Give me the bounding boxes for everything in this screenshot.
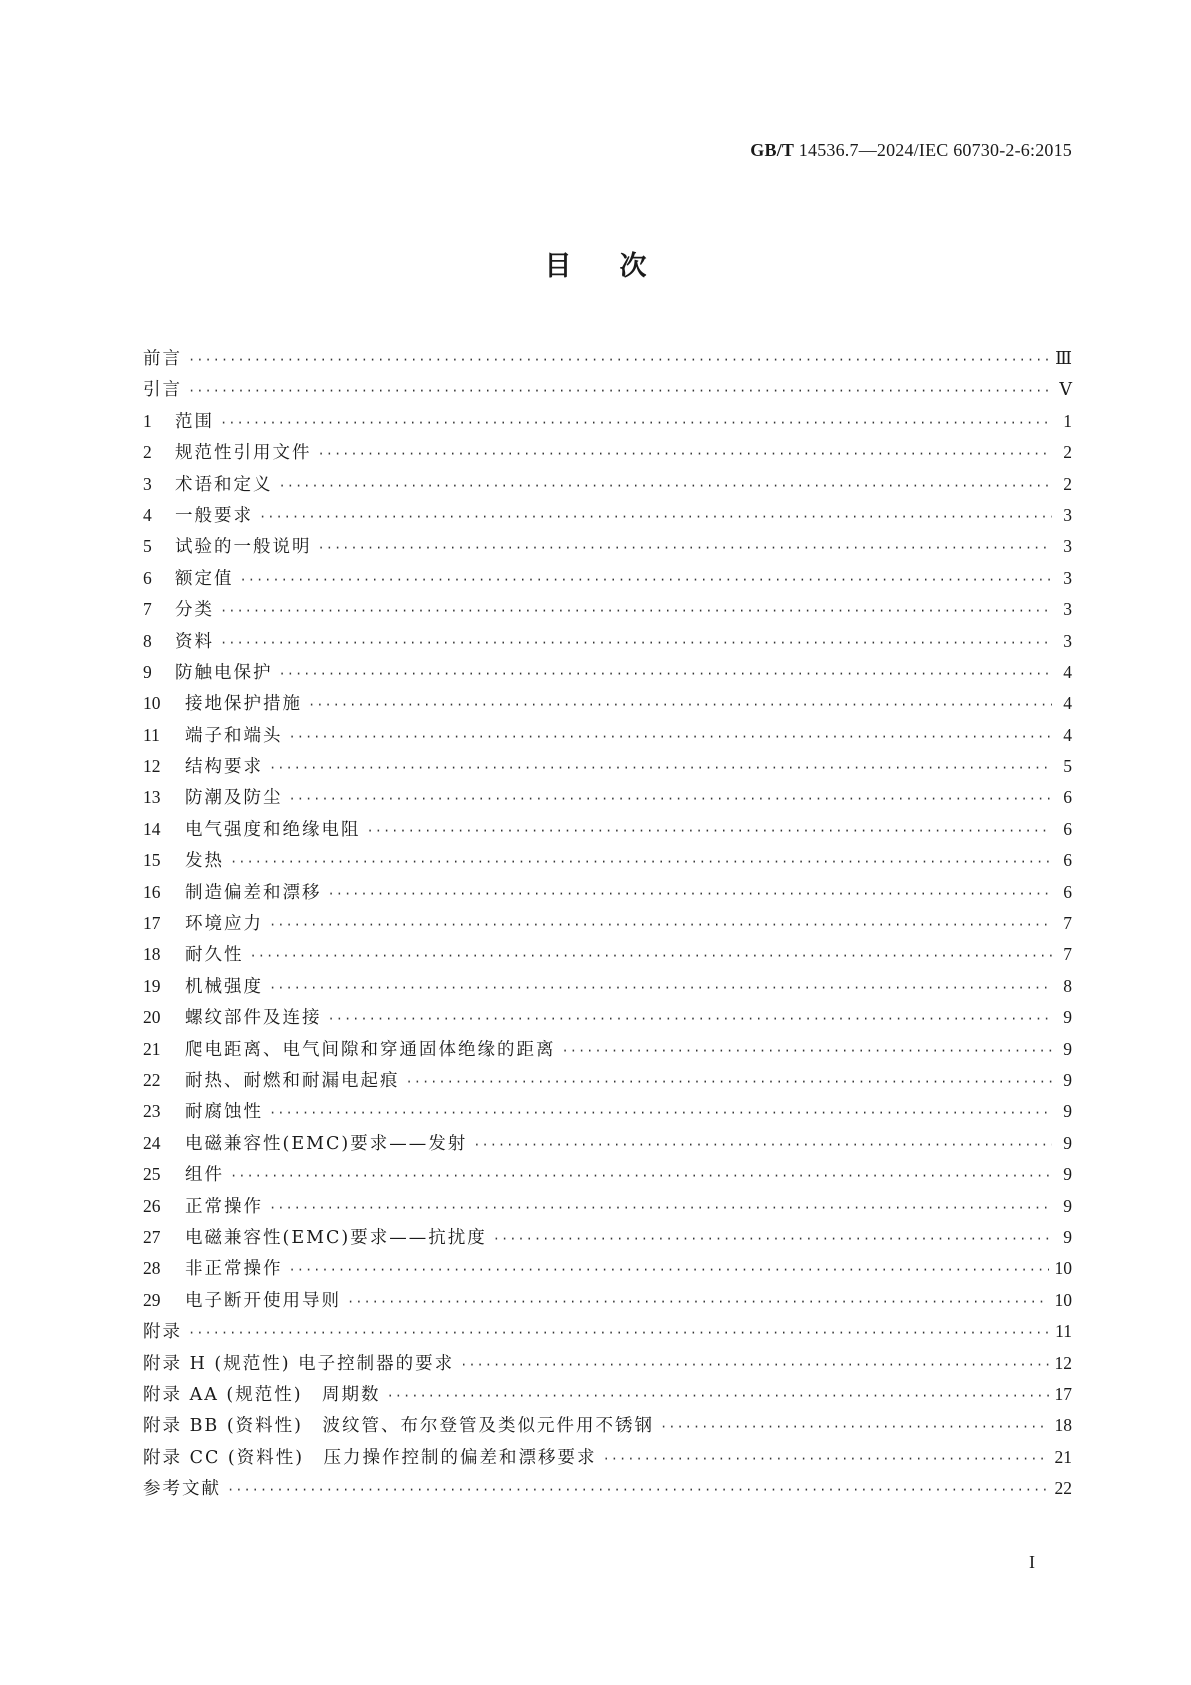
toc-entry-label: 防潮及防尘 bbox=[185, 788, 283, 809]
toc-entry[interactable] bbox=[143, 406, 1072, 437]
toc-entry-page: 9 bbox=[1063, 1226, 1072, 1247]
dot-leader bbox=[269, 1098, 1052, 1129]
toc-entry-page: Ⅲ bbox=[1055, 348, 1072, 368]
toc-entry-page: 5 bbox=[1063, 756, 1072, 777]
toc-entry-label: 试验的一般说明 bbox=[175, 537, 312, 558]
toc-entry-label: 非正常操作 bbox=[185, 1259, 283, 1280]
toc-entry[interactable] bbox=[143, 720, 1072, 751]
toc-entry[interactable] bbox=[143, 1034, 1072, 1065]
toc-entry[interactable] bbox=[143, 626, 1072, 657]
dot-leader bbox=[269, 1193, 1052, 1224]
dot-leader bbox=[188, 1318, 1049, 1349]
toc-entry-label: 分类 bbox=[175, 600, 214, 621]
toc-entry-label: 一般要求 bbox=[175, 505, 253, 526]
toc-entry-page: 3 bbox=[1063, 567, 1072, 588]
toc-entry-label: 电气强度和绝缘电阻 bbox=[185, 819, 361, 840]
toc-entry-page: 7 bbox=[1063, 944, 1072, 965]
toc-entry-page: 6 bbox=[1063, 850, 1072, 871]
toc-entry-page: 9 bbox=[1063, 1038, 1072, 1059]
toc-entry-page: 6 bbox=[1063, 881, 1072, 902]
toc-entry[interactable] bbox=[143, 563, 1072, 594]
dot-leader bbox=[289, 1255, 1049, 1286]
toc-entry-page: 11 bbox=[1055, 1321, 1072, 1342]
toc-entry-label: 参考文献 bbox=[143, 1479, 221, 1500]
toc-entry-label: 附录 bbox=[143, 1322, 182, 1343]
toc-entry-label: 资料 bbox=[175, 631, 214, 652]
toc-entry-page: 10 bbox=[1054, 1289, 1072, 1310]
toc-entry-page: 12 bbox=[1054, 1352, 1072, 1373]
toc-entry[interactable] bbox=[143, 500, 1072, 531]
toc-entry-number: 22 bbox=[143, 1069, 161, 1090]
toc-entry-page: 4 bbox=[1063, 693, 1072, 714]
toc-entry[interactable] bbox=[143, 531, 1072, 562]
dot-leader bbox=[269, 910, 1052, 941]
toc-entry-number: 1 bbox=[143, 410, 152, 431]
toc-entry[interactable] bbox=[143, 374, 1072, 405]
toc-entry-label: 发热 bbox=[185, 851, 224, 872]
dot-leader bbox=[188, 376, 1052, 407]
toc-entry-number: 15 bbox=[143, 850, 161, 871]
toc-entry-page: 3 bbox=[1063, 536, 1072, 557]
toc-entry-label: 机械强度 bbox=[185, 976, 263, 997]
toc-entry-number: 25 bbox=[143, 1164, 161, 1185]
dot-leader bbox=[347, 1287, 1049, 1318]
dot-leader bbox=[460, 1350, 1048, 1381]
toc-entry-number: 26 bbox=[143, 1195, 161, 1216]
toc-entry[interactable] bbox=[143, 939, 1072, 970]
toc-entry-number: 13 bbox=[143, 787, 161, 808]
dot-leader bbox=[250, 941, 1053, 972]
toc-entry-page: 1 bbox=[1063, 410, 1072, 431]
toc-entry[interactable] bbox=[143, 1348, 1072, 1379]
toc-entry-number: 19 bbox=[143, 975, 161, 996]
toc-entry-number: 5 bbox=[143, 536, 152, 557]
toc-entry[interactable] bbox=[143, 1191, 1072, 1222]
toc-entry[interactable] bbox=[143, 1410, 1072, 1441]
dot-leader bbox=[367, 816, 1053, 847]
toc-entry-page: 3 bbox=[1063, 504, 1072, 525]
toc-entry[interactable] bbox=[143, 343, 1072, 374]
toc-entry-label: 结构要求 bbox=[185, 757, 263, 778]
dot-leader bbox=[328, 1004, 1053, 1035]
toc-entry-page: 4 bbox=[1063, 661, 1072, 682]
toc-entry-number: 3 bbox=[143, 473, 152, 494]
toc-entry[interactable] bbox=[143, 782, 1072, 813]
toc-entry-page: 3 bbox=[1063, 630, 1072, 651]
toc-entry-page: 18 bbox=[1054, 1415, 1072, 1436]
dot-leader bbox=[240, 565, 1053, 596]
toc-entry-label: 规范性引用文件 bbox=[175, 443, 312, 464]
toc-entry-page: 7 bbox=[1063, 913, 1072, 934]
toc-entry-number: 23 bbox=[143, 1101, 161, 1122]
toc-entry-page: 2 bbox=[1063, 442, 1072, 463]
toc-entry-page: 8 bbox=[1063, 975, 1072, 996]
dot-leader bbox=[269, 973, 1052, 1004]
toc-entry-label: 耐腐蚀性 bbox=[185, 1102, 263, 1123]
toc-entry-number: 10 bbox=[143, 693, 161, 714]
toc-entry-label: 螺纹部件及连接 bbox=[185, 1008, 322, 1029]
toc-entry-label: 术语和定义 bbox=[175, 474, 273, 495]
toc-entry-label: 防触电保护 bbox=[175, 662, 273, 683]
document-code-header bbox=[750, 140, 1072, 161]
dot-leader bbox=[660, 1412, 1049, 1443]
dot-leader bbox=[473, 1130, 1052, 1161]
toc-entry[interactable] bbox=[143, 1285, 1072, 1316]
toc-entry-number: 16 bbox=[143, 881, 161, 902]
toc-entry[interactable] bbox=[143, 1253, 1072, 1284]
dot-leader bbox=[279, 471, 1053, 502]
toc-entry-label: 接地保护措施 bbox=[185, 694, 302, 715]
toc-entry-number: 6 bbox=[143, 567, 152, 588]
toc-entry-label: 附录 BB (资料性) 波纹管、布尔登管及类似元件用不锈钢 bbox=[143, 1416, 654, 1437]
toc-entry-label: 附录 H (规范性) 电子控制器的要求 bbox=[143, 1353, 455, 1374]
toc-entry-page: 9 bbox=[1063, 1101, 1072, 1122]
toc-entry-label: 额定值 bbox=[175, 568, 234, 589]
toc-entry-page: 9 bbox=[1063, 1132, 1072, 1153]
dot-leader bbox=[406, 1067, 1053, 1098]
toc-entry-label: 组件 bbox=[185, 1165, 224, 1186]
toc-entry-number: 12 bbox=[143, 756, 161, 777]
toc-entry[interactable] bbox=[143, 1159, 1072, 1190]
dot-leader bbox=[188, 345, 1049, 376]
toc-entry-label: 引言 bbox=[143, 380, 182, 401]
toc-entry-number: 27 bbox=[143, 1226, 161, 1247]
toc-entry-page: 6 bbox=[1063, 787, 1072, 808]
toc-entry-number: 29 bbox=[143, 1289, 161, 1310]
toc-entry-number: 4 bbox=[143, 504, 152, 525]
toc-entry-label: 耐久性 bbox=[185, 945, 244, 966]
dot-leader bbox=[220, 596, 1052, 627]
dot-leader bbox=[562, 1036, 1053, 1067]
toc-entry-page: 6 bbox=[1063, 818, 1072, 839]
toc-entry-number: 7 bbox=[143, 599, 152, 620]
dot-leader bbox=[308, 690, 1052, 721]
dot-leader bbox=[230, 847, 1052, 878]
toc-entry-page: 17 bbox=[1054, 1383, 1072, 1404]
toc-entry[interactable] bbox=[143, 688, 1072, 719]
dot-leader bbox=[318, 439, 1053, 470]
toc-entry-page: 10 bbox=[1054, 1258, 1072, 1279]
dot-leader bbox=[279, 659, 1053, 690]
toc-entry-page: 4 bbox=[1063, 724, 1072, 745]
standard-prefix: GB/T bbox=[750, 140, 795, 160]
dot-leader bbox=[259, 502, 1052, 533]
toc-entry-label: 端子和端头 bbox=[185, 725, 283, 746]
toc-entry[interactable] bbox=[143, 751, 1072, 782]
toc-entry[interactable] bbox=[143, 1379, 1072, 1410]
table-of-contents bbox=[143, 343, 1072, 1504]
toc-entry-page: 9 bbox=[1063, 1195, 1072, 1216]
toc-entry-label: 附录 CC (资料性) 压力操作控制的偏差和漂移要求 bbox=[143, 1447, 597, 1468]
toc-entry-number: 24 bbox=[143, 1132, 161, 1153]
toc-entry-label: 前言 bbox=[143, 349, 182, 369]
toc-entry[interactable] bbox=[143, 1316, 1072, 1347]
dot-leader bbox=[289, 784, 1053, 815]
dot-leader bbox=[289, 722, 1053, 753]
toc-entry[interactable] bbox=[143, 1096, 1072, 1127]
toc-entry[interactable] bbox=[143, 908, 1072, 939]
toc-entry-number: 18 bbox=[143, 944, 161, 965]
toc-entry-number: 28 bbox=[143, 1258, 161, 1279]
page-title: 目次 bbox=[544, 251, 695, 282]
toc-entry-page: Ⅴ bbox=[1059, 379, 1072, 400]
page-number: I bbox=[1029, 1552, 1035, 1572]
toc-entry[interactable] bbox=[143, 1222, 1072, 1253]
toc-entry-number: 8 bbox=[143, 630, 152, 651]
toc-entry[interactable] bbox=[143, 594, 1072, 625]
toc-entry-page: 2 bbox=[1063, 473, 1072, 494]
toc-entry[interactable] bbox=[143, 1473, 1072, 1504]
toc-entry-page: 9 bbox=[1063, 1007, 1072, 1028]
toc-entry[interactable] bbox=[143, 814, 1072, 845]
toc-entry-page: 9 bbox=[1063, 1069, 1072, 1090]
toc-entry-number: 20 bbox=[143, 1007, 161, 1028]
toc-entry-label: 爬电距离、电气间隙和穿通固体绝缘的距离 bbox=[185, 1039, 556, 1060]
toc-entry-page: 9 bbox=[1063, 1164, 1072, 1185]
standard-number: 14536.7—2024/IEC 60730-2-6:2015 bbox=[794, 140, 1072, 160]
dot-leader bbox=[269, 753, 1052, 784]
toc-entry-number: 21 bbox=[143, 1038, 161, 1059]
toc-entry-number: 2 bbox=[143, 442, 152, 463]
toc-entry-label: 耐热、耐燃和耐漏电起痕 bbox=[185, 1070, 400, 1091]
toc-entry[interactable] bbox=[143, 437, 1072, 468]
toc-entry-label: 环境应力 bbox=[185, 914, 263, 935]
toc-entry-label: 电子断开使用导则 bbox=[185, 1290, 341, 1311]
toc-entry[interactable] bbox=[143, 845, 1072, 876]
dot-leader bbox=[603, 1444, 1049, 1475]
toc-entry[interactable] bbox=[143, 1002, 1072, 1033]
toc-entry[interactable] bbox=[143, 877, 1072, 908]
dot-leader bbox=[227, 1475, 1049, 1506]
toc-entry-page: 22 bbox=[1054, 1478, 1072, 1499]
toc-entry-number: 11 bbox=[143, 724, 160, 745]
toc-entry[interactable] bbox=[143, 1442, 1072, 1473]
toc-entry-label: 电磁兼容性(EMC)要求——发射 bbox=[185, 1133, 468, 1154]
toc-entry-page: 21 bbox=[1054, 1446, 1072, 1467]
toc-entry[interactable] bbox=[143, 1065, 1072, 1096]
toc-entry-label: 附录 AA (规范性) 周期数 bbox=[143, 1384, 381, 1405]
dot-leader bbox=[220, 408, 1052, 439]
toc-entry[interactable] bbox=[143, 657, 1072, 688]
toc-entry-number: 17 bbox=[143, 913, 161, 934]
dot-leader bbox=[220, 628, 1052, 659]
toc-entry-label: 电磁兼容性(EMC)要求——抗扰度 bbox=[185, 1227, 487, 1248]
toc-entry[interactable] bbox=[143, 971, 1072, 1002]
dot-leader bbox=[493, 1224, 1052, 1255]
toc-entry-page: 3 bbox=[1063, 599, 1072, 620]
dot-leader bbox=[328, 879, 1053, 910]
toc-entry-number: 9 bbox=[143, 661, 152, 682]
dot-leader bbox=[318, 533, 1053, 564]
dot-leader bbox=[387, 1381, 1049, 1412]
toc-entry-label: 正常操作 bbox=[185, 1196, 263, 1217]
toc-entry-label: 制造偏差和漂移 bbox=[185, 882, 322, 903]
toc-entry[interactable] bbox=[143, 1128, 1072, 1159]
toc-entry-label: 范围 bbox=[175, 411, 214, 432]
toc-entry-number: 14 bbox=[143, 818, 161, 839]
dot-leader bbox=[230, 1161, 1052, 1192]
toc-entry[interactable] bbox=[143, 469, 1072, 500]
